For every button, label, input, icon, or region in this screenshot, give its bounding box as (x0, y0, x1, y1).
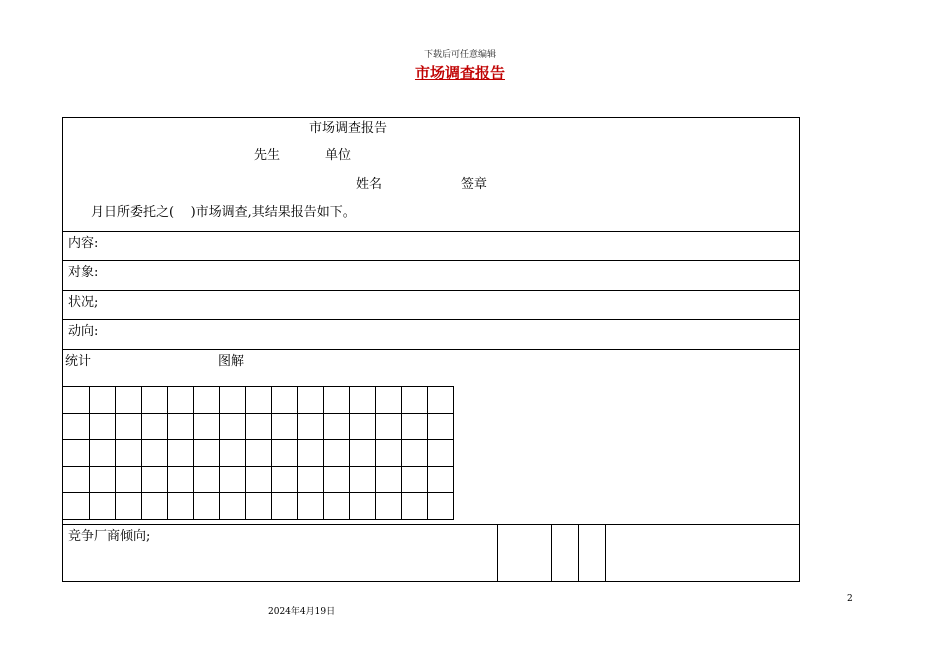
row-divider (62, 349, 800, 350)
signature-label: 签章 (461, 177, 488, 192)
content-label: 内容: (68, 236, 99, 251)
competitor-label: 竞争厂商倾向; (68, 529, 151, 544)
column-divider (605, 524, 606, 582)
grid-row (63, 466, 453, 493)
intro-sentence: 月日所委托之( )市场调查,其结果报告如下。 (91, 205, 356, 220)
statistics-grid (63, 386, 454, 520)
row-divider (62, 231, 800, 232)
column-divider (497, 524, 498, 582)
page-number: 2 (847, 594, 853, 604)
grid-row (63, 387, 453, 414)
footer-date: 2024年4月19日 (268, 607, 336, 617)
row-divider (62, 524, 800, 525)
grid-row (63, 413, 453, 440)
status-label: 状况; (68, 295, 99, 310)
row-divider (62, 290, 800, 291)
grid-row (63, 440, 453, 467)
document-title: 市场调查报告 (414, 64, 505, 82)
trend-label: 动向: (68, 324, 99, 339)
column-divider (578, 524, 579, 582)
mister-label: 先生 (254, 148, 281, 163)
unit-label: 单位 (325, 148, 352, 163)
form-heading: 市场调查报告 (309, 121, 388, 136)
name-label: 姓名 (356, 177, 383, 192)
row-divider (62, 319, 800, 320)
row-divider (62, 260, 800, 261)
header-note: 下载后可任意编辑 (423, 50, 496, 60)
statistics-label: 统计 (65, 354, 92, 369)
grid-row (63, 493, 453, 520)
target-label: 对象: (68, 265, 99, 280)
column-divider (551, 524, 552, 582)
diagram-label: 图解 (218, 354, 245, 369)
